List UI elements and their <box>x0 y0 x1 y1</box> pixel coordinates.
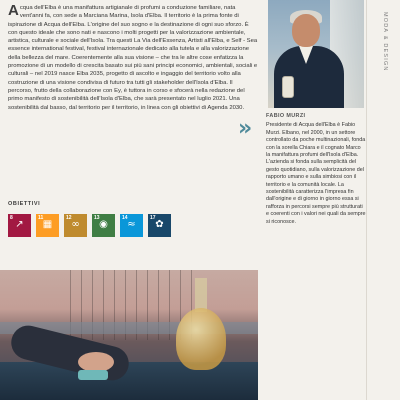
bio-name: FABIO MURZI <box>266 113 306 119</box>
objectives-heading: OBIETTIVI <box>8 201 41 207</box>
sdg-goal-11 <box>36 214 59 237</box>
work-table <box>0 362 258 400</box>
flower-icon: ✿ <box>155 219 164 230</box>
author-bio <box>266 113 366 226</box>
portrait-photo <box>268 0 364 108</box>
sdg-number: 14 <box>122 215 128 221</box>
sdg-goal-12 <box>64 214 87 237</box>
city-icon: ▦ <box>42 219 53 230</box>
sdg-number: 8 <box>10 215 13 221</box>
glass-flask <box>176 308 226 370</box>
sdg-goal-14 <box>120 214 143 237</box>
fish-icon: ≈ <box>127 219 136 230</box>
article-body <box>8 4 258 112</box>
sdg-number: 11 <box>38 215 44 221</box>
section-tab <box>370 0 400 110</box>
column-divider <box>366 0 367 400</box>
article-text: cqua dell'Elba è una manifattura artigianale di profumi a conduzione familiare, nata vent'anni fa, con sede a Marciana Marina, Isola d'Elba. Il territorio è la prima fonte di ispirazione di Acqua dell'Elba. L'origine del suo sogno e la destinazione di ogni suo sforzo. È con questo ideale che sono nati e nascono i molti progetti per la valorizzazione ambientale, artistica, culturale e sociale dell'Isola. Tra questi La Via dell'Essenza, Artisti all'Elba, e Self - Sea essence international festival, festival internazionale dedicato alla tutela e alla valorizzazione della bellezza del mare. Coerentemente alla sua visione – che tra le altre cose enfatizza la promozione di un modello di crescita basato sui più sani principi economici, ambientali, sociali e culturali – nel 2019 nasce Elba 2035, progetto di ascolto e ingaggio del territorio volto alla costruzione di una visione condivisa di futuro tra tutti gli stakeholder dell'Isola d'Elba. Il percorso, frutto della collaborazione con Ey, è tuttora in corso e sfocerà nella redazione del primo manifesto di sostenibilità dell'Isola d'Elba, che sarà presentato nel luglio 2021. Una sostenibilità dal basso, dal territorio per il territorio, in linea con gli obiettivi di Agenda 2030. <box>8 5 258 111</box>
sdg-number: 17 <box>150 215 156 221</box>
growth-chart-icon: ↗ <box>15 219 24 230</box>
perfume-bottle <box>282 76 294 98</box>
section-label: MODA & DESIGN <box>382 12 388 72</box>
hand <box>78 352 114 372</box>
sdg-number: 12 <box>66 215 72 221</box>
infinity-icon: ∞ <box>71 219 80 230</box>
drop-cap: A <box>8 2 19 19</box>
laboratory-photo <box>0 270 258 400</box>
eye-globe-icon: ◉ <box>99 219 108 230</box>
flask-neck <box>195 278 207 312</box>
turquoise-dish <box>78 370 108 380</box>
sdg-goal-8 <box>8 214 31 237</box>
portrait-face <box>292 14 320 47</box>
sdg-goal-17 <box>148 214 171 237</box>
sdg-icons <box>8 214 171 237</box>
double-chevron-icon: » <box>238 116 253 141</box>
sdg-number: 13 <box>94 215 100 221</box>
article-paragraph <box>8 4 258 112</box>
bio-text: Presidente di Acqua dell'Elba è Fabio Murzi. Elbano, nel 2000, in un settore controllato da poche multinazionali, fonda con la sorella Chiara e il cognato Marco la manifattura profumi dell'Isola d'Elba. L'azienda si fonda sulla semplicità del gesto quotidiano, sulla valorizzazione del rapporto umano e sulla simbiosi con il territorio e la comunità locale. La sostenibilità caratterizza l'impresa fin dall'origine e di giorno in giorno essa si rafforza in percorsi sempre più strutturati e coerenti con i valori nei quali da sempre si riconosce. <box>266 122 366 225</box>
sdg-goal-13 <box>92 214 115 237</box>
